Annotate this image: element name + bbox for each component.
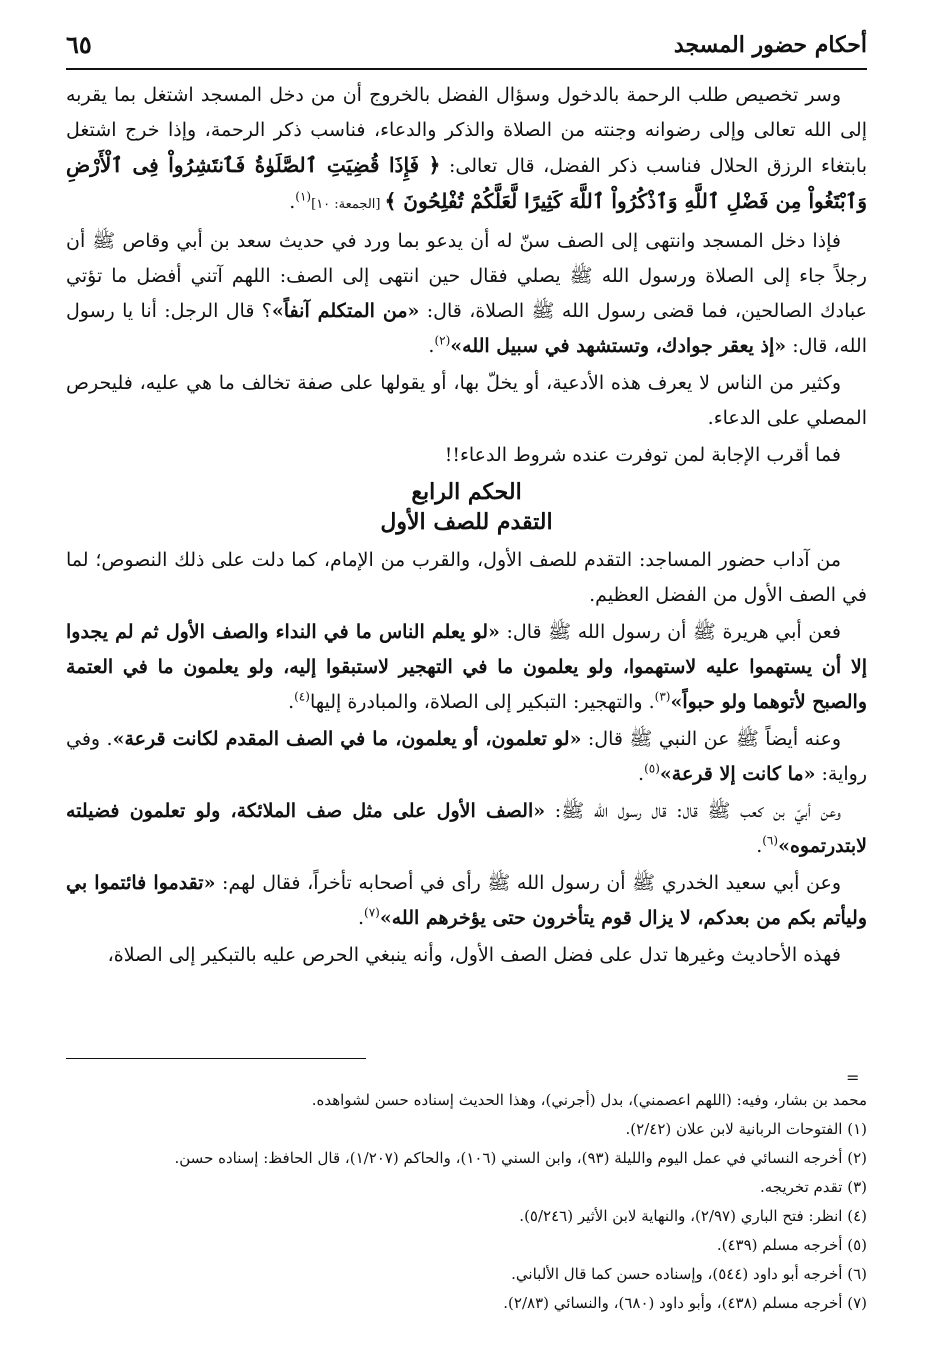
footnote-ref-2: (٢)	[434, 333, 451, 348]
hadith-quote: «من المتكلم آنفاً»	[271, 300, 420, 322]
text-span: وعن أبي سعيد الخدري ﷺ أن رسول الله ﷺ رأى في أصحابه تأخراً، فقال لهم:	[215, 872, 841, 894]
text-span: .	[357, 907, 365, 929]
footnote-ref-7: (٧)	[364, 905, 380, 920]
verse-reference: [الجمعة: ١٠]	[311, 197, 385, 212]
footnotes	[66, 1086, 867, 1318]
footnote-5: (٥) أخرجه مسلم (٤٣٩).	[716, 1236, 867, 1254]
text-span: .	[288, 691, 295, 713]
hadith-quote: «إذ يعقر جوادك، وتستشهد في سبيل الله»	[450, 335, 787, 357]
text-span: وعنه أيضاً ﷺ عن النبي ﷺ قال:	[581, 728, 841, 750]
paragraph-9	[66, 866, 867, 936]
footnote-4: (٤) انظر: فتح الباري (٢/٩٧)، والنهاية لابن الأثير (٥/٢٤٦).	[519, 1207, 867, 1225]
hadith-quote: «تقدموا فائتموا بي وليأتم بكم من بعدكم، لا يزال قوم يتأخرون حتى يؤخرهم الله»	[66, 872, 867, 929]
hadith-quote: «ما كانت إلا قرعة»	[659, 763, 816, 785]
footnote-3: (٣) تقدم تخريجه.	[759, 1178, 867, 1196]
paragraph-1	[66, 78, 867, 222]
text-span: .	[638, 763, 645, 785]
footnote-ref-6: (٦)	[762, 833, 779, 848]
footnote-ref-4: (٤)	[294, 689, 310, 704]
paragraph-6	[66, 615, 867, 720]
footnote-1: (١) الفتوحات الربانية لابن علان (٢/٤٢).	[625, 1120, 867, 1138]
main-text	[66, 78, 867, 975]
text-span: وسر تخصيص طلب الرحمة بالدخول وسؤال الفضل بالخروج أن من دخل المسجد اشتغل بما يقربه إلى الله تعالى وإلى رضوانه وجنته من الصلاة والذكر والدعاء، فناسب ذكر الرحمة، وإذا خرج اشتغل بابتغاء الرزق الحلال فناسب ذكر الفضل، قال تعالى:	[66, 84, 867, 177]
section-number: الحكم الرابع	[411, 479, 522, 505]
footnote-ref-3: (٣)	[654, 689, 671, 704]
hadith-quote: «لو تعلمون، أو يعلمون، ما في الصف المقدم لكانت قرعة»	[112, 728, 582, 750]
hadith-quote: «لو يعلم الناس ما في النداء والصف الأول ثم لم يجدوا إلا أن يستهموا عليه لاستهموا، ولو يعلمون ما في التهجير لاستبقوا إليه، ولو يعلمون ما في العتمة والصبح لأتوهما ولو حبواً»	[66, 621, 867, 713]
footnote-6: (٦) أخرجه أبو داود (٥٤٤)، وإسناده حسن كما قال الألباني.	[511, 1265, 867, 1283]
text-span: .	[756, 835, 763, 857]
text-span: .	[428, 335, 435, 357]
page-number: ٦٥	[66, 30, 92, 59]
paragraph-2	[66, 224, 867, 364]
paragraph-4: فما أقرب الإجابة لمن توفرت عنده شروط الدعاء!!	[444, 444, 841, 466]
text-span: . وفي رواية:	[66, 728, 867, 785]
text-span: .	[289, 191, 296, 213]
footnote-continuation: محمد بن بشار، وفيه: (اللهم اعصمني)، بدل (أجرني)، وهذا الحديث إسناده حسن لشواهده.	[311, 1091, 867, 1109]
section-heading	[66, 477, 867, 537]
paragraph-7	[66, 722, 867, 792]
hadith-quote: «الصف الأول على مثل صف الملائكة، ولو تعلمون فضيلته لابتدرتموه»	[66, 800, 867, 857]
footnote-ref-5: (٥)	[644, 761, 660, 776]
text-span: ؟ قال الرجل: أنا يا رسول الله، قال:	[66, 300, 867, 357]
text-span: فعن أبي هريرة ﷺ أن رسول الله ﷺ قال:	[499, 621, 841, 643]
footnote-separator	[66, 1058, 366, 1059]
text-span: وعن أبيّ بن كعب ﷺ قال: قال رسول الله ﷺ:	[545, 800, 841, 822]
footnote-ref-1: (١)	[295, 189, 312, 204]
paragraph-8	[66, 794, 867, 864]
footnote-2: (٢) أخرجه النسائي في عمل اليوم والليلة (٩٣)، وابن السني (١٠٦)، والحاكم (١/٢٠٧)، قال الحافظ: إسناده حسن.	[174, 1149, 867, 1167]
paragraph-10: فهذه الأحاديث وغيرها تدل على فضل الصف الأول، وأنه ينبغي الحرص عليه بالتبكير إلى الصلاة،	[107, 944, 841, 966]
footnote-7: (٧) أخرجه مسلم (٤٣٨)، وأبو داود (٦٨٠)، والنسائي (٢/٨٣).	[503, 1294, 867, 1312]
paragraph-5: من آداب حضور المساجد: التقدم للصف الأول، والقرب من الإمام، كما دلت على ذلك النصوص؛ لما في الصف الأول من الفضل العظيم.	[66, 549, 867, 606]
text-span: فإذا دخل المسجد وانتهى إلى الصف سنّ له أن يدعو بما ورد في حديث سعد بن أبي وقاص ﷺ أن رجلاً جاء إلى الصلاة ورسول الله ﷺ يصلي فقال حين انتهى إلى الصف: اللهم آتني أفضل ما تؤتي عبادك الصالحين، فما قضى رسول الله ﷺ الصلاة، قال:	[66, 230, 867, 322]
paragraph-3: وكثير من الناس لا يعرف هذه الأدعية، أو يخلّ بها، أو يقولها على صفة تخالف ما هي عليه، فليحرص المصلي على الدعاء.	[66, 372, 867, 429]
section-title: التقدم للصف الأول	[380, 509, 553, 535]
running-title: أحكام حضور المسجد	[673, 32, 867, 58]
page-header	[66, 28, 867, 70]
quran-verse: ﴿ فَإِذَا قُضِيَتِ ٱلصَّلَوٰةُ فَٱنتَشِرُواْ فِى ٱلْأَرْضِ وَٱبْتَغُواْ مِن فَضْلِ ٱللَّهِ وَٱذْكُرُواْ ٱللَّهَ كَثِيرًا لَّعَلَّكُمْ تُفْلِحُونَ ﴾	[66, 153, 867, 213]
text-span: . والتهجير: التبكير إلى الصلاة، والمبادرة إليها	[309, 691, 655, 713]
continuation-mark: =	[846, 1068, 860, 1087]
